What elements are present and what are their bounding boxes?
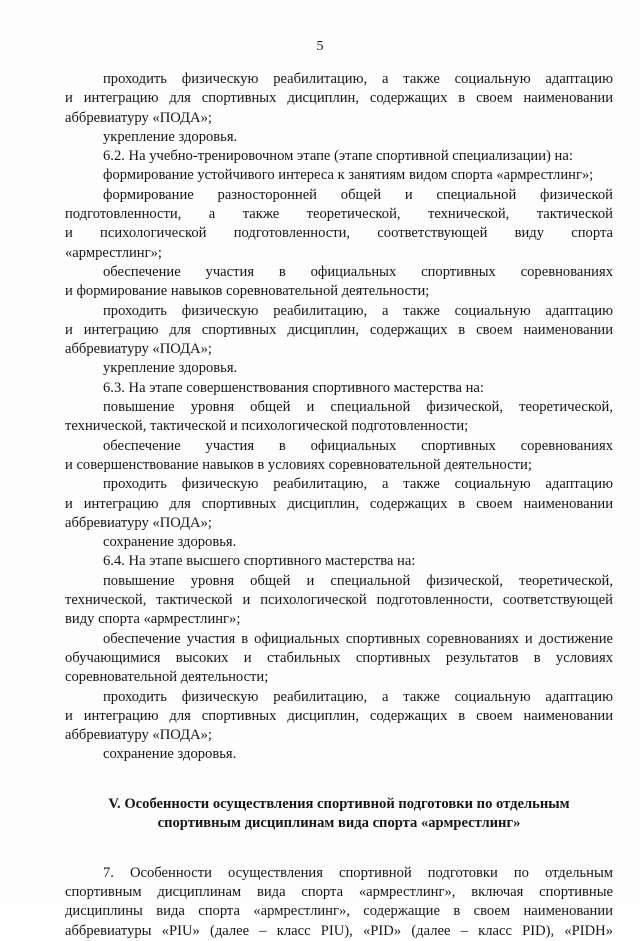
text-line: проходить физическую реабилитацию, а также социальную адаптацию: [103, 302, 613, 319]
text-line: 6.2. На учебно-тренировочном этапе (этапе спортивной специализации) на:: [103, 148, 573, 165]
text-line: проходить физическую реабилитацию, а также социальную адаптацию: [103, 476, 613, 493]
text-line: виду спорта «армрестлинг»;: [65, 611, 241, 628]
text-line: соревновательной деятельности;: [65, 669, 269, 686]
text-line: сохранение здоровья.: [103, 534, 237, 551]
text-line: повышение уровня общей и специальной физической, теоретической,: [103, 399, 613, 416]
text-line: технической, тактической и психологической подготовленности;: [65, 418, 469, 435]
text-line: спортивным дисциплинам вида спорта «армрестлинг», включая спортивные: [65, 883, 613, 900]
body-text: [65, 70, 613, 941]
text-line: формирование устойчивого интереса к занятиям видом спорта «армрестлинг»;: [103, 167, 594, 184]
text-line: 6.4. На этапе высшего спортивного мастерства на:: [103, 553, 416, 570]
text-line: формирование разносторонней общей и специальной физической: [103, 186, 613, 203]
text-line: и интеграцию для спортивных дисциплин, содержащих в своем наименовании: [65, 707, 613, 724]
text-line: и интеграцию для спортивных дисциплин, содержащих в своем наименовании: [65, 495, 613, 512]
text-line: и формирование навыков соревновательной деятельности;: [65, 283, 430, 300]
text-line: обучающимися высоких и стабильных спортивных результатов в условиях: [65, 649, 613, 666]
text-line: и интеграцию для спортивных дисциплин, содержащих в своем наименовании: [65, 321, 613, 338]
section-heading-line: спортивным дисциплинам вида спорта «армрестлинг»: [157, 815, 521, 832]
text-line: и интеграцию для спортивных дисциплин, содержащих в своем наименовании: [65, 90, 613, 107]
text-line: проходить физическую реабилитацию, а также социальную адаптацию: [103, 688, 613, 705]
text-line: аббревиатуру «ПОДА»;: [65, 514, 212, 531]
text-line: укрепление здоровья.: [103, 360, 238, 377]
page-number: 5: [316, 39, 324, 54]
section-heading-line: V. Особенности осуществления спортивной подготовки по отдельным: [108, 795, 570, 812]
text-line: повышение уровня общей и специальной физической, теоретической,: [103, 572, 613, 589]
text-line: «армрестлинг»;: [65, 244, 162, 261]
text-line: и совершенствование навыков в условиях соревновательной деятельности;: [65, 456, 532, 473]
text-line: дисциплины вида спорта «армрестлинг», содержащие в своем наименовании: [65, 903, 613, 920]
text-line: обеспечение участия в официальных спортивных соревнованиях и достижение: [103, 630, 613, 647]
text-line: 7. Особенности осуществления спортивной подготовки по отдельным: [103, 864, 613, 881]
text-line: и психологической подготовленности, соответствующей виду спорта: [65, 225, 613, 242]
text-line: обеспечение участия в официальных спортивных соревнованиях: [103, 263, 613, 280]
text-line: технической, тактической и психологической подготовленности, соответствующей: [65, 592, 613, 609]
text-line: обеспечение участия в официальных спортивных соревнованиях: [103, 437, 613, 454]
text-line: аббревиатуры «PIU» (далее – класс PIU), «PID» (далее – класс PID), «PIDH»: [65, 922, 613, 939]
text-line: укрепление здоровья.: [103, 128, 238, 145]
text-line: аббревиатуру «ПОДА»;: [65, 727, 212, 744]
text-line: 6.3. На этапе совершенствования спортивного мастерства на:: [103, 379, 484, 396]
text-line: подготовленности, а также теоретической, технической, тактической: [65, 206, 613, 223]
text-line: аббревиатуру «ПОДА»;: [65, 109, 212, 126]
text-line: аббревиатуру «ПОДА»;: [65, 341, 212, 358]
text-line: проходить физическую реабилитацию, а также социальную адаптацию: [103, 71, 613, 87]
text-line: сохранение здоровья.: [103, 746, 237, 763]
